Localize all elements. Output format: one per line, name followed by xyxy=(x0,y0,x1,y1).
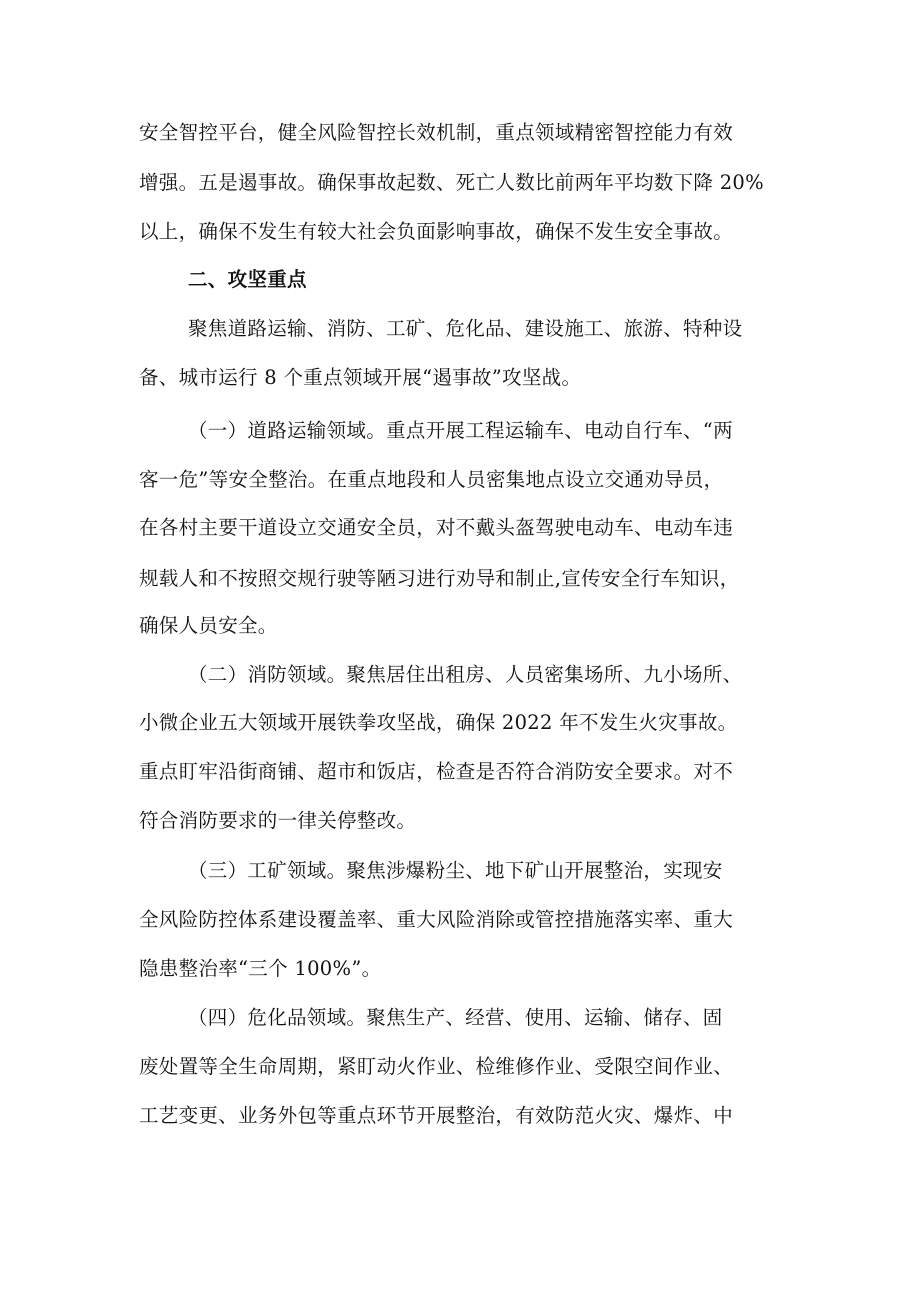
text-line: 客一危”等安全整治。在重点地段和人员密集地点设立交通劝导员， xyxy=(139,468,724,491)
text-line: 增强。五是遏事故。确保事故起数、死亡人数比前两年平均数下降 20% xyxy=(139,171,764,194)
text-line: 确保人员安全。 xyxy=(139,614,278,637)
text-line: （四）危化品领域。聚焦生产、经营、使用、运输、储存、固 xyxy=(188,1006,723,1029)
text-line: 规载人和不按照交规行驶等陋习进行劝导和制止,宣传安全行车知识， xyxy=(139,567,740,590)
text-line: 符合消防要求的一律关停整改。 xyxy=(139,809,417,832)
text-line: 安全智控平台，健全风险智控长效机制，重点领域精密智控能力有效 xyxy=(139,121,734,144)
text-line: 重点盯牢沿街商铺、超市和饭店，检查是否符合消防安全要求。对不 xyxy=(139,760,734,783)
text-line: 聚焦道路运输、消防、工矿、危化品、建设施工、旅游、特种设 xyxy=(188,317,743,340)
text-line: （二）消防领域。聚焦居住出租房、人员密集场所、九小场所、 xyxy=(188,663,743,686)
text-line: 以上，确保不发生有较大社会负面影响事故，确保不发生安全事故。 xyxy=(139,220,734,243)
text-line: 废处置等全生命周期，紧盯动火作业、检维修作业、受限空间作业、 xyxy=(139,1055,734,1078)
text-line: （一）道路运输领域。重点开展工程运输车、电动自行车、“两 xyxy=(188,419,733,442)
text-line: 备、城市运行 8 个重点领域开展“遏事故”攻坚战。 xyxy=(139,366,582,389)
text-line: （三）工矿领域。聚焦涉爆粉尘、地下矿山开展整治，实现安 xyxy=(188,859,723,882)
text-line: 在各村主要干道设立交通安全员，对不戴头盔驾驶电动车、电动车违 xyxy=(139,516,734,539)
text-line: 隐患整治率“三个 100%”。 xyxy=(139,957,382,980)
text-line: 全风险防控体系建设覆盖率、重大风险消除或管控措施落实率、重大 xyxy=(139,908,734,931)
text-line: 小微企业五大领域开展铁拳攻坚战，确保 2022 年不发生火灾事故。 xyxy=(139,711,738,734)
section-heading: 二、攻坚重点 xyxy=(188,268,307,291)
text-line: 工艺变更、业务外包等重点环节开展整治，有效防范火灾、爆炸、中 xyxy=(139,1104,734,1127)
